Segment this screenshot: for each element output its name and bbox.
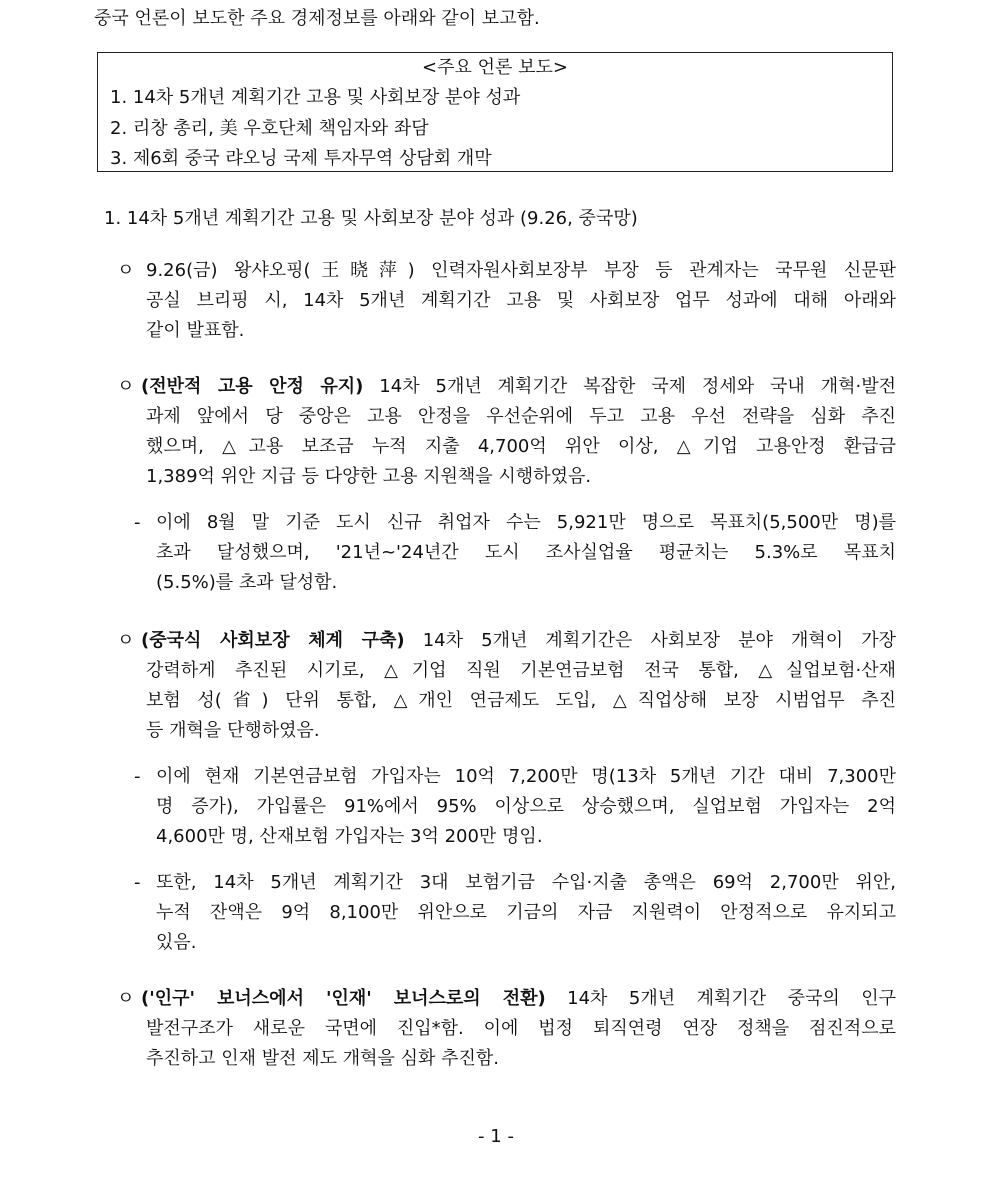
summary-box [97, 52, 893, 172]
paragraph-line: 보험 성(省) 단위 통합, △개인 연금제도 도입, △직업상해 보장 시범업무 추진 [146, 690, 896, 711]
paragraph-line: 등 개혁을 단행하였음. [146, 720, 320, 741]
section-title: 1. 14차 5개년 계획기간 고용 및 사회보장 분야 성과 (9.26, 중국망) [104, 208, 638, 229]
dash-paragraph-3 [156, 868, 896, 958]
paragraph-line: 명 증가), 가입률은 91%에서 95% 이상으로 상승했으며, 실업보험 가입자는 2억 [156, 796, 896, 817]
paragraph-heading: ('인구' 보너스에서 '인재' 보너스로의 전환) [141, 988, 546, 1009]
paragraph-3 [141, 626, 896, 656]
bullet-marker: ㅇ [117, 260, 135, 281]
paragraph-line: 추진하고 인재 발전 제도 개혁을 심화 추진함. [146, 1048, 500, 1069]
paragraph-heading: (전반적 고용 안정 유지) [141, 376, 364, 397]
bullet-marker: ㅇ [117, 376, 135, 397]
paragraph-2 [141, 372, 896, 402]
paragraph-3-body [146, 656, 896, 746]
summary-title: <주요 언론 보도> [422, 57, 568, 78]
paragraph-line: 같이 발표함. [146, 320, 245, 341]
paragraph-line: 또한, 14차 5개년 계획기간 3대 보험기금 수입·지출 총액은 69억 2,700만 위안, [156, 872, 896, 893]
dash-paragraph-2 [156, 762, 896, 852]
paragraph-line: 9.26(금) 왕샤오핑(王晓萍) 인력자원사회보장부 부장 등 관계자는 국무원 신문판 [146, 260, 896, 281]
paragraph-line: 이에 현재 기본연금보험 가입자는 10억 7,200만 명(13차 5개년 기간 대비 7,300만 [156, 766, 896, 787]
paragraph-line: 있음. [156, 932, 197, 953]
paragraph-line: 공실 브리핑 시, 14차 5개년 계획기간 고용 및 사회보장 업무 성과에 대해 아래와 [146, 290, 896, 311]
bullet-marker: ㅇ [117, 988, 135, 1009]
paragraph-line [141, 984, 896, 1014]
bullet-marker: ㅇ [117, 630, 135, 651]
paragraph-line: 누적 잔액은 9억 8,100만 위안으로 기금의 자금 지원력이 안정적으로 유지되고 [156, 902, 896, 923]
paragraph-line [141, 626, 896, 656]
paragraph-line: 1,389억 위안 지급 등 다양한 고용 지원책을 시행하였음. [146, 466, 592, 487]
paragraph-line: 초과 달성했으며, '21년~'24년간 도시 조사실업율 평균치는 5.3%로 목표치 [156, 542, 896, 563]
paragraph-line: 했으며, △고용 보조금 누적 지출 4,700억 위안 이상, △기업 고용안정 환급금 [146, 436, 896, 457]
summary-item-1: 1. 14차 5개년 계획기간 고용 및 사회보장 분야 성과 [110, 87, 521, 108]
paragraph-line [141, 372, 896, 402]
paragraph-line: (5.5%)를 초과 달성함. [156, 572, 338, 593]
paragraph-4 [141, 984, 896, 1014]
paragraph-line: 발전구조가 새로운 국면에 진입*함. 이에 법정 퇴직연령 연장 정책을 점진적으로 [146, 1018, 896, 1039]
paragraph-2-body [146, 402, 896, 492]
paragraph-line: 이에 8월 말 기준 도시 신규 취업자 수는 5,921만 명으로 목표치(5,500만 명)를 [156, 512, 896, 533]
summary-item-2: 2. 리창 총리, 美 우호단체 책임자와 좌담 [110, 118, 429, 139]
summary-item-3: 3. 제6회 중국 랴오닝 국제 투자무역 상담회 개막 [110, 148, 492, 169]
paragraph-line-rest: 14차 5개년 계획기간은 사회보장 분야 개혁이 가장 [404, 630, 897, 651]
paragraph-line: 과제 앞에서 당 중앙은 고용 안정을 우선순위에 두고 고용 우선 전략을 심화 추진 [146, 406, 896, 427]
dash-marker: - [134, 766, 141, 787]
paragraph-line-rest: 14차 5개년 계획기간 중국의 인구 [545, 988, 896, 1009]
paragraph-1 [146, 256, 896, 346]
paragraph-heading: (중국식 사회보장 체계 구축) [141, 630, 405, 651]
dash-paragraph-1 [156, 508, 896, 598]
dash-marker: - [134, 512, 141, 533]
page-number: - 1 - [478, 1126, 514, 1147]
paragraph-4-body [146, 1014, 896, 1074]
paragraph-line: 4,600만 명, 산재보험 가입자는 3억 200만 명임. [156, 826, 543, 847]
intro-text: 중국 언론이 보도한 주요 경제정보를 아래와 같이 보고함. [94, 8, 540, 29]
paragraph-line-rest: 14차 5개년 계획기간 복잡한 국제 정세와 국내 개혁·발전 [363, 376, 896, 397]
paragraph-line: 강력하게 추진된 시기로, △기업 직원 기본연금보험 전국 통합, △실업보험·산재 [146, 660, 896, 681]
dash-marker: - [134, 872, 141, 893]
